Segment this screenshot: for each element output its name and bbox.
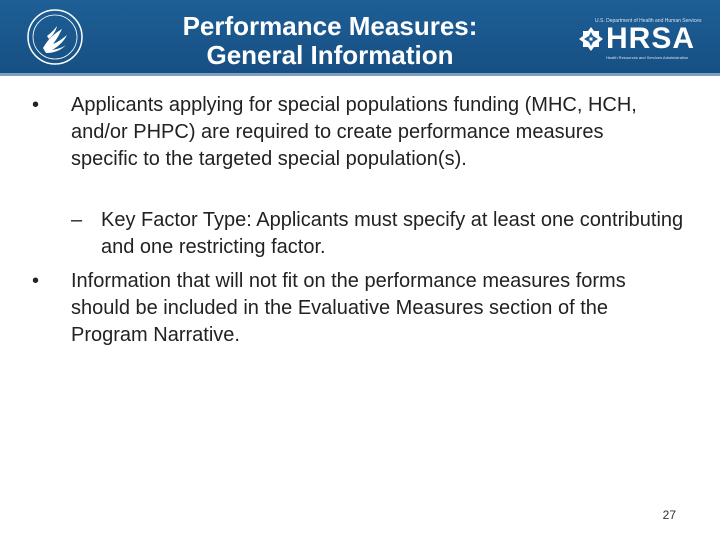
slide-header xyxy=(0,0,720,76)
hrsa-top-text: U.S. Department of Health and Human Services xyxy=(595,18,702,24)
hrsa-logo xyxy=(578,18,714,62)
title-line-2: General Information xyxy=(206,40,454,70)
bullet-marker: • xyxy=(32,270,40,292)
sub-bullet-marker: – xyxy=(71,209,83,231)
bullet-marker: • xyxy=(32,94,40,116)
hrsa-wordmark: HRSA xyxy=(606,22,696,55)
bullet-text: Applicants applying for special populations funding (MHC, HCH, and/or PHPC) are required to create performance measures specific to the targeted special population(s). xyxy=(71,94,637,170)
title-line-1: Performance Measures: xyxy=(182,11,478,41)
hrsa-sub-text: Health Resources and Services Administration xyxy=(606,55,689,60)
slide-title xyxy=(150,12,510,70)
bullet-item xyxy=(32,92,672,173)
bullet-item xyxy=(32,268,682,349)
sub-bullet-item xyxy=(71,207,691,261)
sub-bullet-text: Key Factor Type: Applicants must specify at least one contributing and one restricting factor. xyxy=(101,209,684,258)
page-number: 27 xyxy=(662,508,676,522)
hrsa-emblem-icon xyxy=(578,26,604,52)
bullet-text: Information that will not fit on the performance measures forms should be included in the Evaluative Measures section of the Program Narrative. xyxy=(71,270,626,346)
hhs-eagle-logo xyxy=(26,8,84,66)
